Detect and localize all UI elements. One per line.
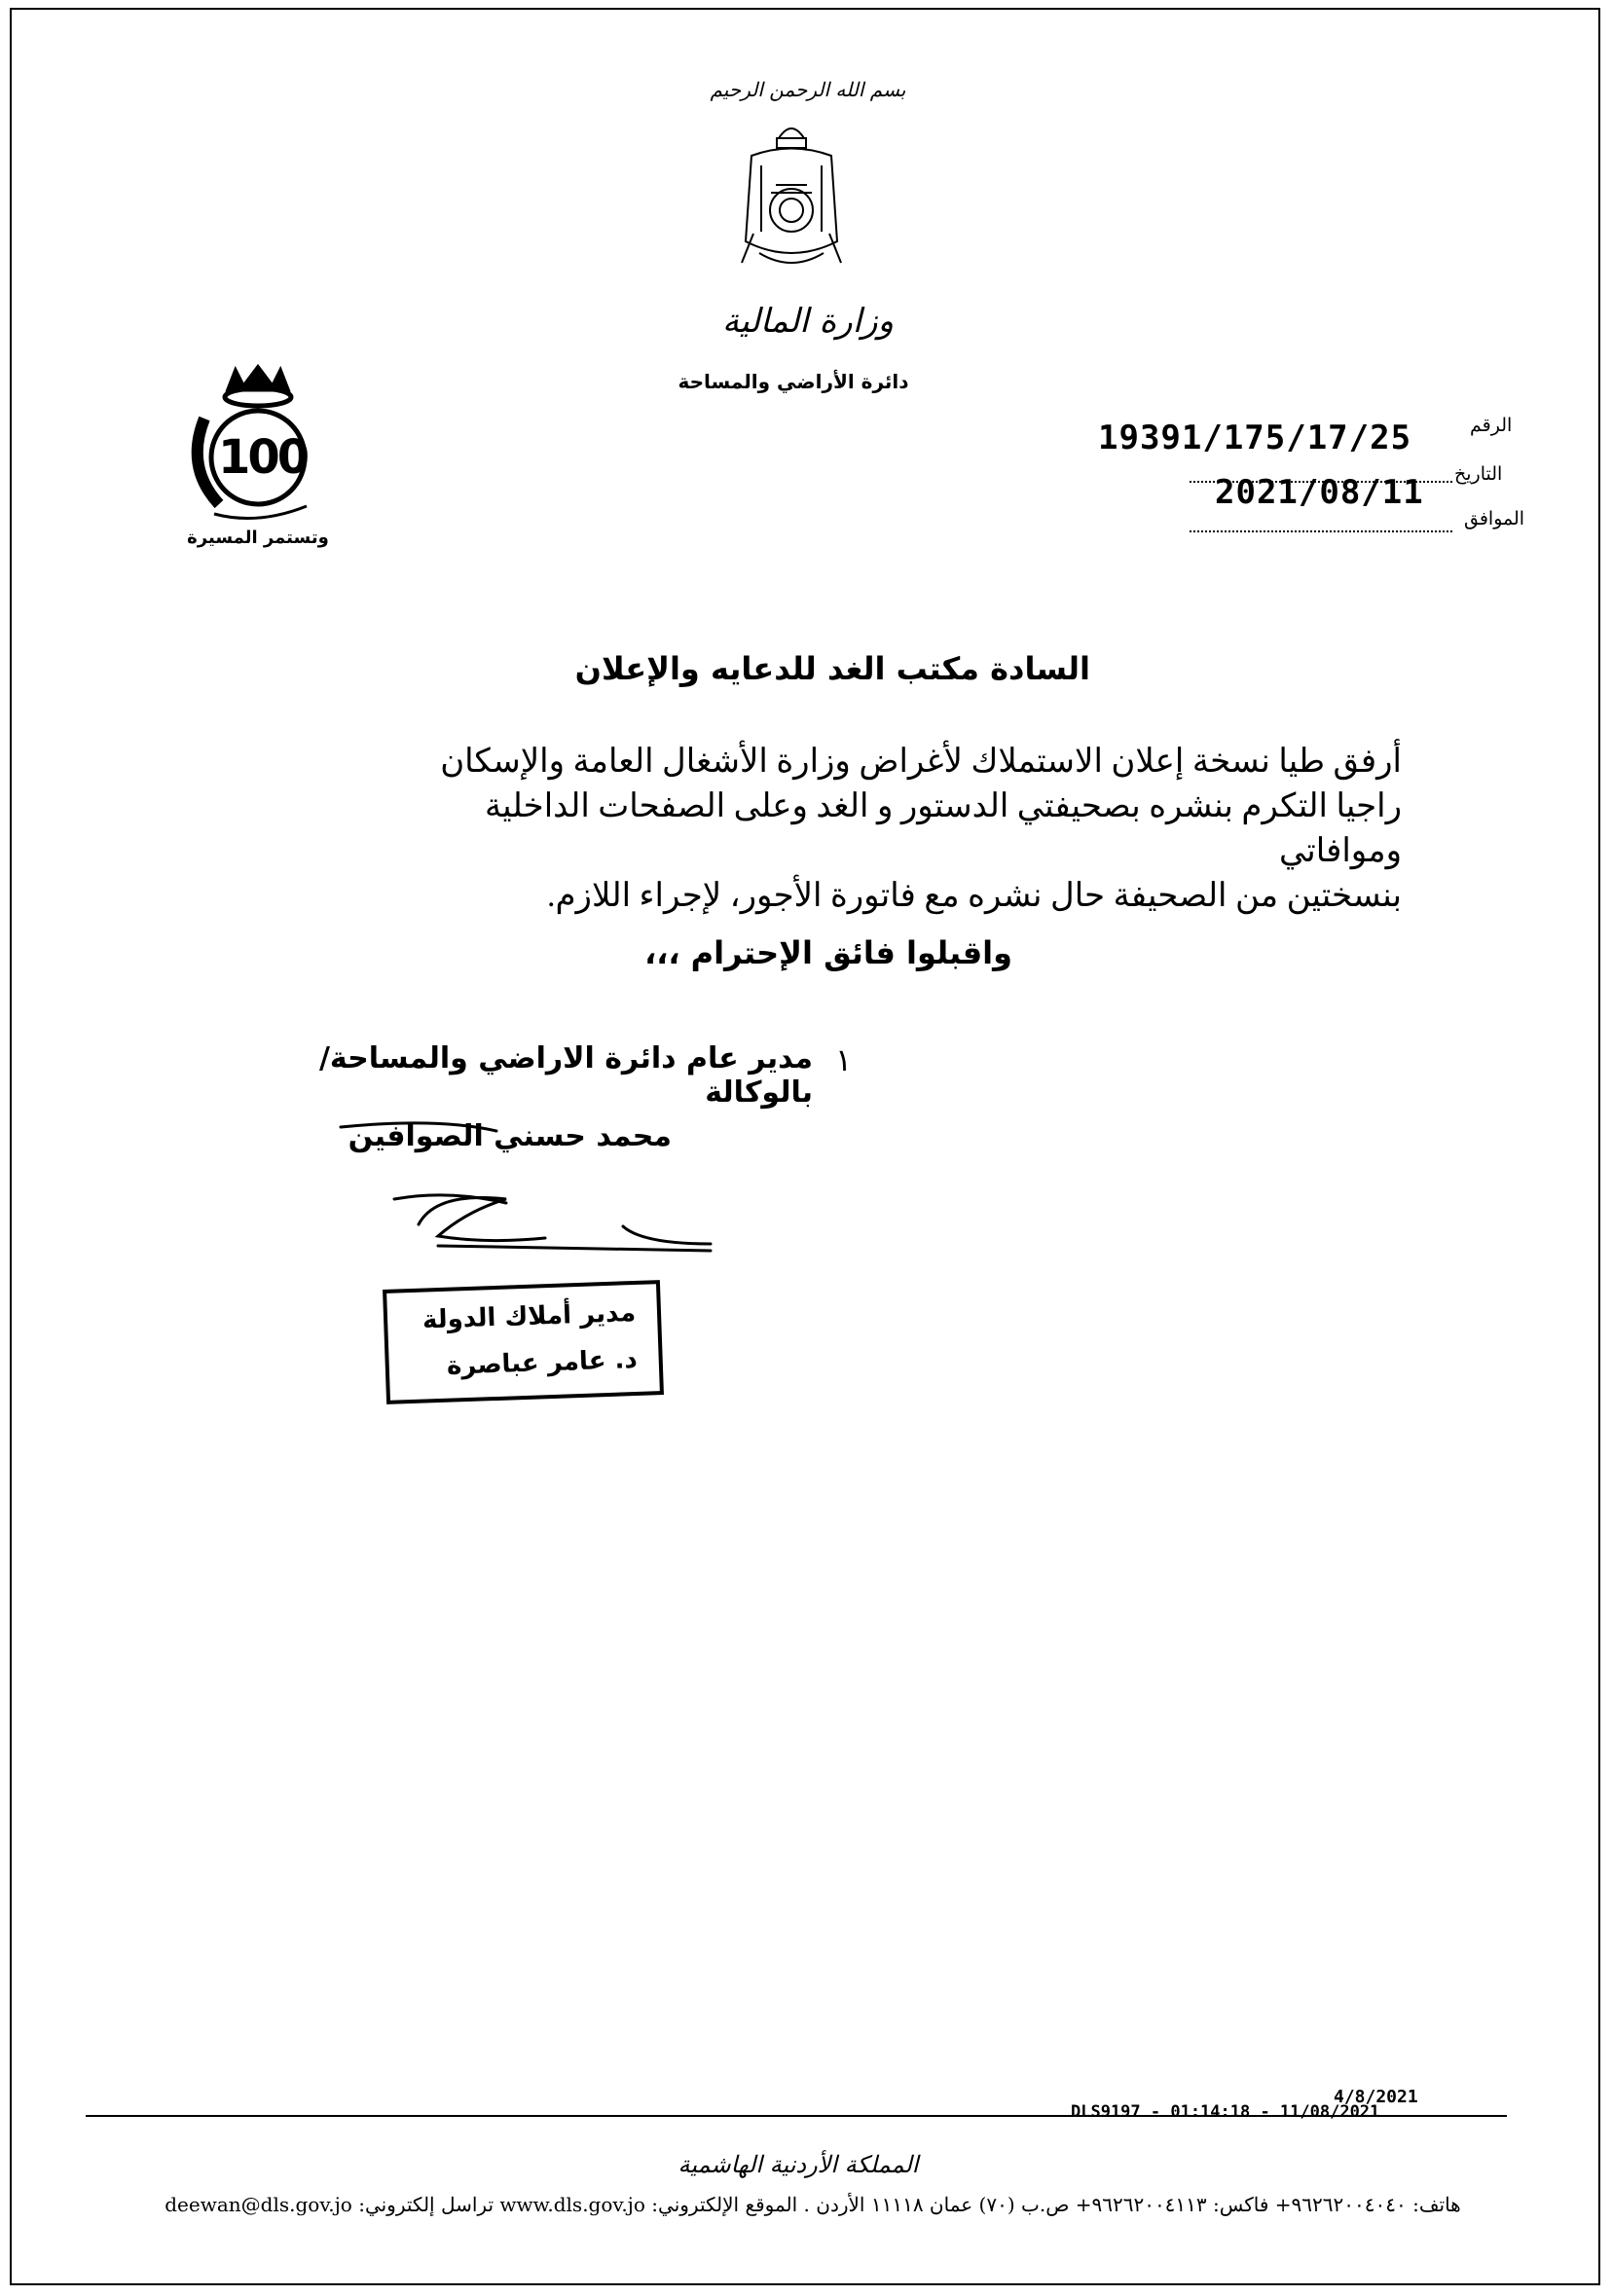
kingdom-name: المملكة الأردنية الهاشمية	[678, 2151, 919, 2178]
stamp-name: د. عامر عباصرة	[446, 1344, 639, 1381]
signature-number: ١	[835, 1041, 853, 1078]
date-label: التاريخ	[1454, 463, 1503, 485]
contact-line: هاتف: ٩٦٢٦٢٠٠٤٠٤٠+ فاكس: ٩٦٢٦٢٠٠٤١١٣+ ص.ب (٧٠) عمان ١١١١٨ الأردن . الموقع الإلكتروني: www.dls.gov.jo تراسل إلكتروني: deewan@dls.gov.jo	[165, 2193, 1461, 2216]
number-label: الرقم	[1470, 415, 1513, 436]
addressee: السادة مكتب الغد للدعايه والإعلان	[574, 650, 1090, 687]
signatory-title: مدير عام دائرة الاراضي والمساحة/بالوكالة	[318, 1041, 813, 1110]
official-stamp	[383, 1280, 664, 1404]
body-line: راجيا التكرم بنشره بصحيفتي الدستور و الغد وعلى الصفحات الداخلية وموافاتي	[484, 788, 1402, 869]
page-border	[10, 8, 1600, 2285]
handwritten-date: 4/8/2021	[1334, 2087, 1418, 2107]
ministry-name: وزارة المالية	[722, 302, 894, 341]
closing-line: واقبلوا فائق الإحترام ،،،	[644, 934, 1012, 971]
centenary-logo	[175, 360, 341, 555]
department-name: دائرة الأراضي والمساحة	[678, 370, 909, 393]
centenary-number: 100	[218, 430, 308, 485]
royal-emblem-icon	[732, 117, 851, 282]
corresponding-label: الموافق	[1464, 508, 1525, 529]
body-line: بنسختين من الصحيفة حال نشره مع فاتورة الأجور، لإجراء اللازم.	[546, 878, 1402, 914]
corresponding-dots	[1190, 530, 1452, 532]
signatory-name: محمد حسني الصوافين	[348, 1119, 672, 1153]
letter-body	[428, 740, 1402, 919]
basmala: بسم الله الرحمن الرحيم	[710, 78, 906, 101]
body-line: أرفق طيا نسخة إعلان الاستملاك لأغراض وزارة الأشغال العامة والإسكان	[440, 744, 1402, 780]
date-value: 2021/08/11	[1215, 473, 1424, 512]
document-code: DLS9197 - 01:14:18 - 11/08/2021	[1071, 2102, 1380, 2122]
stamp-title: مدير أملاك الدولة	[421, 1297, 637, 1335]
handwritten-signature	[321, 1110, 730, 1256]
centenary-slogan: وتستمر المسيرة	[187, 528, 329, 548]
reference-number: 19391/175/17/25	[1098, 419, 1412, 457]
